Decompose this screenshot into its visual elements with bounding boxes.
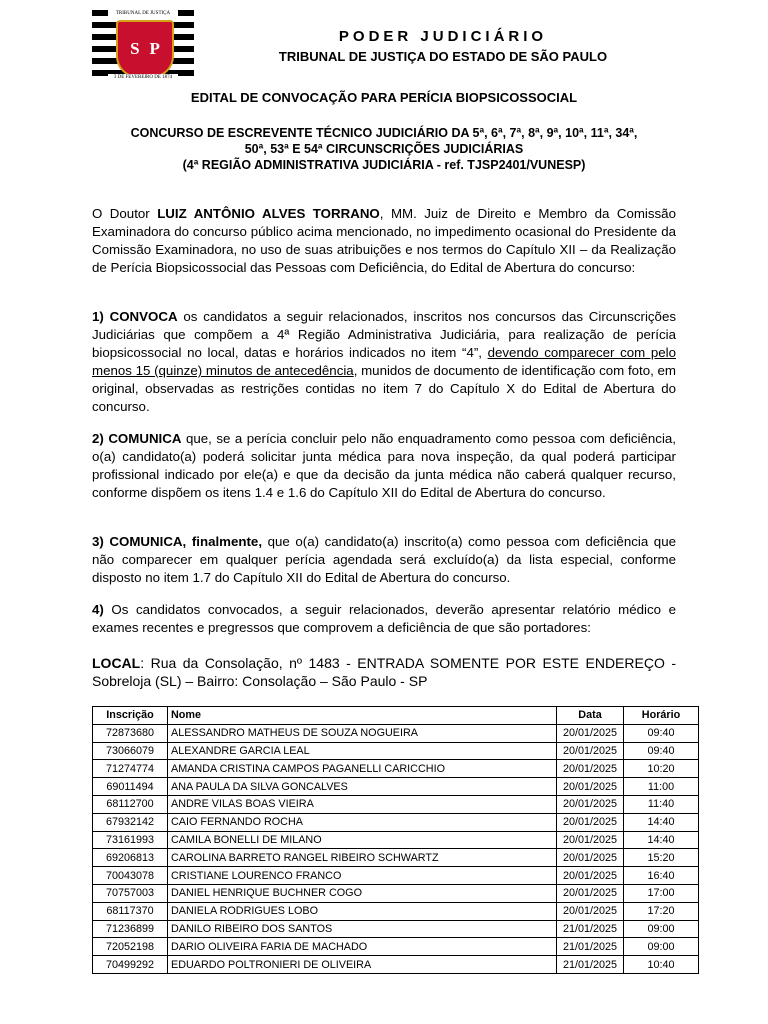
item-1-label: 1) CONVOCA — [92, 309, 178, 324]
cell-horario: 11:40 — [624, 795, 699, 813]
cell-horario: 09:00 — [624, 920, 699, 938]
cell-inscricao: 70757003 — [93, 884, 168, 902]
header-horario: Horário — [624, 707, 699, 725]
logo-letter-s: S — [130, 39, 140, 58]
cell-nome: DANILO RIBEIRO DOS SANTOS — [168, 920, 557, 938]
cell-data: 20/01/2025 — [557, 884, 624, 902]
logo-bottom-text: 3 DE FEVEREIRO DE 1874 — [108, 74, 178, 82]
concurso-heading — [92, 125, 676, 173]
cell-nome: CAMILA BONELLI DE MILANO — [168, 831, 557, 849]
table-row — [93, 813, 699, 831]
cell-data: 21/01/2025 — [557, 938, 624, 956]
table-header-row — [93, 707, 699, 725]
tjsp-logo — [92, 10, 194, 82]
cell-data: 20/01/2025 — [557, 813, 624, 831]
table-body — [93, 724, 699, 973]
cell-nome: CAROLINA BARRETO RANGEL RIBEIRO SCHWARTZ — [168, 849, 557, 867]
item-1-paragraph — [92, 308, 676, 416]
local-text: : Rua da Consolação, nº 1483 - ENTRADA SOMENTE POR ESTE ENDEREÇO - Sobreloja (SL) – Bairro: Consolação – São Paulo - SP — [92, 655, 676, 689]
logo-top-text: TRIBUNAL DE JUSTIÇA — [108, 10, 178, 18]
cell-data: 20/01/2025 — [557, 867, 624, 885]
table-row — [93, 742, 699, 760]
cell-nome: CRISTIANE LOURENCO FRANCO — [168, 867, 557, 885]
local-paragraph — [92, 654, 676, 690]
cell-inscricao: 68112700 — [93, 795, 168, 813]
cell-inscricao: 72873680 — [93, 724, 168, 742]
cell-horario: 14:40 — [624, 831, 699, 849]
cell-data: 20/01/2025 — [557, 724, 624, 742]
cell-nome: ALESSANDRO MATHEUS DE SOUZA NOGUEIRA — [168, 724, 557, 742]
cell-data: 20/01/2025 — [557, 760, 624, 778]
cell-inscricao: 70499292 — [93, 956, 168, 974]
edital-title: EDITAL DE CONVOCAÇÃO PARA PERÍCIA BIOPSICOSSOCIAL — [190, 90, 578, 105]
cell-nome: DANIEL HENRIQUE BUCHNER COGO — [168, 884, 557, 902]
cell-inscricao: 72052198 — [93, 938, 168, 956]
cell-horario: 17:20 — [624, 902, 699, 920]
header-nome: Nome — [168, 707, 557, 725]
intro-text: , MM. Juiz de Direito e Membro da Comissão Examinadora do concurso público acima mencionado, no impedimento ocasional do Presidente da Comissão Examinadora, no uso de suas atribuições e nos termos do Capítulo XII – da Realização de Perícia Biopsicossocial das Pessoas com Deficiência, do Edital de Abertura do concurso: — [92, 206, 676, 275]
cell-inscricao: 68117370 — [93, 902, 168, 920]
cell-data: 20/01/2025 — [557, 778, 624, 796]
cell-inscricao: 73066079 — [93, 742, 168, 760]
cell-data: 20/01/2025 — [557, 902, 624, 920]
cell-inscricao: 67932142 — [93, 813, 168, 831]
judge-name: LUIZ ANTÔNIO ALVES TORRANO — [157, 206, 380, 221]
cell-horario: 09:00 — [624, 938, 699, 956]
logo-shield — [116, 20, 174, 78]
item-2-paragraph — [92, 430, 676, 502]
table-row — [93, 778, 699, 796]
local-label: LOCAL — [92, 655, 141, 671]
cell-data: 20/01/2025 — [557, 795, 624, 813]
table-row — [93, 938, 699, 956]
table-row — [93, 956, 699, 974]
cell-data: 21/01/2025 — [557, 920, 624, 938]
item-2-label: 2) COMUNICA — [92, 431, 182, 446]
concurso-line-1: CONCURSO DE ESCREVENTE TÉCNICO JUDICIÁRIO DA 5ª, 6ª, 7ª, 8ª, 9ª, 10ª, 11ª, 34ª, — [130, 126, 638, 140]
cell-horario: 10:20 — [624, 760, 699, 778]
cell-nome: ALEXANDRE GARCIA LEAL — [168, 742, 557, 760]
table-row — [93, 867, 699, 885]
cell-inscricao: 71274774 — [93, 760, 168, 778]
item-1-underlined: devendo comparecer com pelo menos 15 (quinze) minutos de antecedência — [92, 345, 676, 378]
cell-nome: AMANDA CRISTINA CAMPOS PAGANELLI CARICCHIO — [168, 760, 557, 778]
item-3-paragraph — [92, 533, 676, 587]
cell-inscricao: 73161993 — [93, 831, 168, 849]
item-4-label: 4) — [92, 602, 104, 617]
cell-data: 20/01/2025 — [557, 849, 624, 867]
header-subtitle: TRIBUNAL DE JUSTIÇA DO ESTADO DE SÃO PAULO — [278, 49, 608, 64]
header-title: PODER JUDICIÁRIO — [338, 28, 548, 45]
logo-letter-p: P — [149, 39, 160, 58]
cell-inscricao: 69011494 — [93, 778, 168, 796]
item-1-text-a: os candidatos a seguir relacionados, inscritos nos concursos das Circunscrições Judiciárias que compõem a 4ª Região Administrativa Judiciária, para realização de perícia biopsicossocial no local, datas e horários indicados no item “4”, — [92, 309, 677, 360]
candidates-table — [92, 706, 699, 974]
cell-data: 20/01/2025 — [557, 831, 624, 849]
cell-horario: 09:40 — [624, 724, 699, 742]
table-row — [93, 920, 699, 938]
cell-inscricao: 69206813 — [93, 849, 168, 867]
cell-horario: 14:40 — [624, 813, 699, 831]
cell-nome: DANIELA RODRIGUES LOBO — [168, 902, 557, 920]
cell-data: 20/01/2025 — [557, 742, 624, 760]
item-4-paragraph — [92, 601, 676, 637]
table-row — [93, 760, 699, 778]
table-row — [93, 884, 699, 902]
cell-horario: 15:20 — [624, 849, 699, 867]
table-row — [93, 849, 699, 867]
concurso-line-3: (4ª REGIÃO ADMINISTRATIVA JUDICIÁRIA - ref. TJSP2401/VUNESP) — [182, 158, 586, 172]
table-row — [93, 724, 699, 742]
cell-nome: ANA PAULA DA SILVA GONCALVES — [168, 778, 557, 796]
cell-nome: DARIO OLIVEIRA FARIA DE MACHADO — [168, 938, 557, 956]
intro-prefix: O Doutor — [92, 206, 158, 221]
item-4-text: Os candidatos convocados, a seguir relacionados, deverão apresentar relatório médico e exames recentes e pregressos que comprovem a deficiência de que são portadores: — [92, 602, 676, 635]
header-data: Data — [557, 707, 624, 725]
concurso-line-2: 50ª, 53ª E 54ª CIRCUNSCRIÇÕES JUDICIÁRIAS — [244, 142, 524, 156]
cell-horario: 16:40 — [624, 867, 699, 885]
cell-nome: EDUARDO POLTRONIERI DE OLIVEIRA — [168, 956, 557, 974]
intro-paragraph — [92, 205, 676, 277]
item-3-text: que o(a) candidato(a) inscrito(a) como pessoa com deficiência que não comparecer em qualquer perícia agendada será excluído(a) da lista especial, conforme disposto no item 1.7 do Capítulo XII do Edital de Abertura do concurso. — [92, 534, 676, 585]
cell-nome: ANDRE VILAS BOAS VIEIRA — [168, 795, 557, 813]
cell-nome: CAIO FERNANDO ROCHA — [168, 813, 557, 831]
header-inscricao: Inscrição — [93, 707, 168, 725]
cell-horario: 17:00 — [624, 884, 699, 902]
cell-inscricao: 71236899 — [93, 920, 168, 938]
item-2-text: que, se a perícia concluir pelo não enquadramento como pessoa com deficiência, o(a) candidato(a) poderá solicitar junta médica para nova inspeção, da qual poderá participar profissional indicado por ele(a) e que da decisão da junta médica não caberá qualquer recurso, conforme dispõem os itens 1.4 e 1.6 do Capítulo XII do Edital de Abertura do concurso. — [92, 431, 676, 500]
cell-horario: 09:40 — [624, 742, 699, 760]
cell-inscricao: 70043078 — [93, 867, 168, 885]
table-row — [93, 795, 699, 813]
table-row — [93, 902, 699, 920]
cell-horario: 11:00 — [624, 778, 699, 796]
cell-horario: 10:40 — [624, 956, 699, 974]
item-1-text-b: , munidos de documento de identificação com foto, em original, observadas as restrições contidas no item 7 do Capítulo X do Edital de Abertura do concurso. — [92, 363, 677, 414]
table-row — [93, 831, 699, 849]
item-3-label: 3) COMUNICA, finalmente, — [92, 534, 263, 549]
cell-data: 21/01/2025 — [557, 956, 624, 974]
